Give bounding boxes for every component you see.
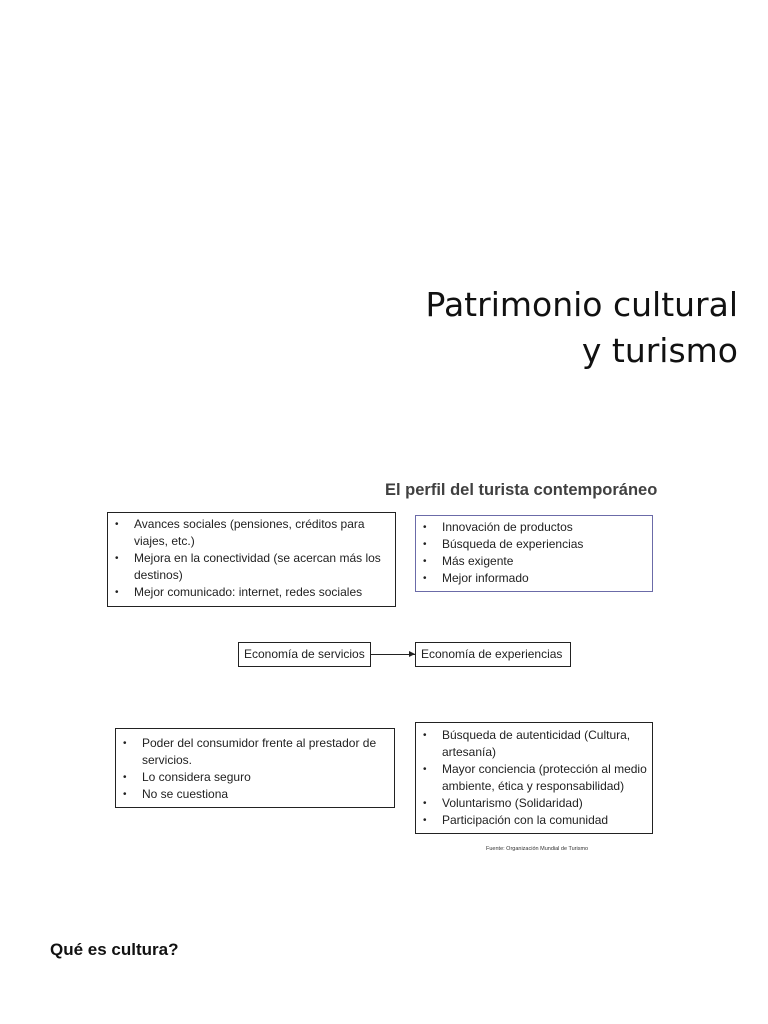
list-item: • Mejor comunicado: internet, redes sociales xyxy=(108,584,389,601)
title-line-2: y turismo xyxy=(581,331,738,370)
economy-services-box: Economía de servicios xyxy=(238,642,371,667)
box-experience-economy xyxy=(415,722,653,834)
list-item: • Búsqueda de autenticidad (Cultura, artesanía) xyxy=(416,727,648,761)
economy-experiences-box: Economía de experiencias xyxy=(415,642,571,667)
list-item: • Más exigente xyxy=(416,553,646,570)
list-item: • Poder del consumidor frente al prestador de servicios. xyxy=(116,735,388,769)
list-item: • Voluntarismo (Solidaridad) xyxy=(416,795,648,812)
box-social-advances xyxy=(107,512,396,607)
page-title xyxy=(426,282,738,374)
list-item: • Innovación de productos xyxy=(416,519,646,536)
list-item: • Mayor conciencia (protección al medio ambiente, ética y responsabilidad) xyxy=(416,761,648,795)
list-item: • Participación con la comunidad xyxy=(416,812,648,829)
list-item: • Mejora en la conectividad (se acercan más los destinos) xyxy=(108,550,389,584)
arrow-right-icon xyxy=(371,654,415,655)
source-note: Fuente: Organización Mundial de Turismo xyxy=(486,846,589,852)
list-item: • Búsqueda de experiencias xyxy=(416,536,646,553)
section-question: Qué es cultura? xyxy=(50,940,179,959)
title-line-1: Patrimonio cultural xyxy=(425,285,738,324)
box-services-economy xyxy=(115,728,395,808)
list-item: • Mejor informado xyxy=(416,570,646,587)
list-item: • No se cuestiona xyxy=(116,786,388,803)
list-item: • Lo considera seguro xyxy=(116,769,388,786)
diagram-heading: El perfil del turista contemporáneo xyxy=(385,481,658,499)
box-tourist-traits xyxy=(415,515,653,592)
list-item: • Avances sociales (pensiones, créditos para viajes, etc.) xyxy=(108,516,389,550)
